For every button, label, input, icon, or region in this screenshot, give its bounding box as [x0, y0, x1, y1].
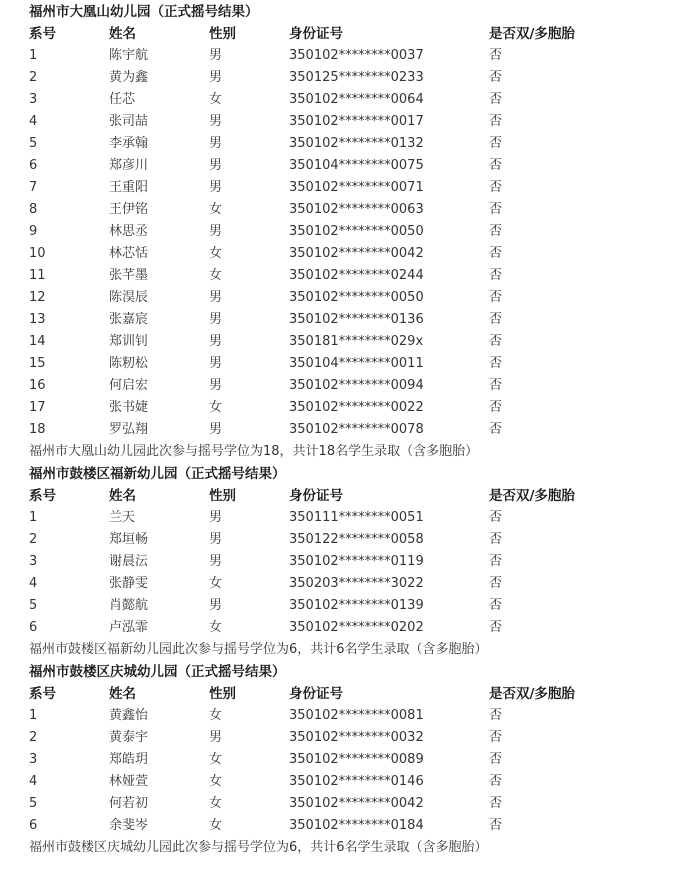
- cell-name: 任芯: [109, 92, 136, 107]
- cell-number: 3: [29, 92, 38, 107]
- cell-gender: 男: [209, 422, 223, 437]
- kindergarten-section: [0, 1, 691, 463]
- cell-twins: 否: [489, 598, 503, 613]
- cell-gender: 男: [209, 312, 223, 327]
- cell-number: 16: [29, 378, 46, 393]
- cell-gender: 女: [209, 92, 223, 107]
- cell-twins: 否: [489, 246, 503, 261]
- cell-name: 何启宏: [109, 378, 149, 393]
- cell-name: 黄泰宇: [109, 730, 149, 745]
- cell-name: 黄鑫怡: [109, 708, 149, 723]
- table-row: [29, 221, 689, 243]
- cell-twins: 否: [489, 796, 503, 811]
- table-row: [29, 309, 689, 331]
- cell-gender: 男: [209, 290, 223, 305]
- cell-number: 9: [29, 224, 38, 239]
- cell-name: 郑皓玥: [109, 752, 149, 767]
- cell-name: 何若初: [109, 796, 149, 811]
- table-row: [29, 815, 689, 837]
- cell-id-number: 350102********0042: [289, 246, 424, 261]
- cell-twins: 否: [489, 730, 503, 745]
- cell-gender: 男: [209, 356, 223, 371]
- column-header-gender: 性别: [209, 686, 236, 702]
- table-header-row: [29, 23, 689, 45]
- cell-gender: 男: [209, 158, 223, 173]
- column-header-id-number: 身份证号: [289, 488, 343, 504]
- results-table: [29, 683, 689, 837]
- cell-name: 陈籾松: [109, 356, 149, 371]
- cell-number: 4: [29, 576, 38, 591]
- table-row: [29, 529, 689, 551]
- kindergarten-section: [0, 661, 691, 859]
- cell-id-number: 350102********0022: [289, 400, 424, 415]
- cell-twins: 否: [489, 422, 503, 437]
- cell-twins: 否: [489, 290, 503, 305]
- cell-gender: 男: [209, 136, 223, 151]
- table-row: [29, 771, 689, 793]
- cell-twins: 否: [489, 708, 503, 723]
- table-row: [29, 177, 689, 199]
- table-row: [29, 111, 689, 133]
- results-table: [29, 485, 689, 639]
- table-row: [29, 507, 689, 529]
- cell-gender: 女: [209, 818, 223, 833]
- cell-number: 10: [29, 246, 46, 261]
- cell-name: 罗弘翔: [109, 422, 149, 437]
- cell-name: 张芊墨: [109, 268, 149, 283]
- cell-twins: 否: [489, 356, 503, 371]
- cell-id-number: 350102********0017: [289, 114, 424, 129]
- cell-name: 陈宇航: [109, 48, 149, 63]
- table-row: [29, 287, 689, 309]
- cell-number: 3: [29, 752, 38, 767]
- cell-name: 郑训钊: [109, 334, 149, 349]
- cell-twins: 否: [489, 92, 503, 107]
- cell-name: 肖懿航: [109, 598, 149, 613]
- cell-name: 郑彦川: [109, 158, 149, 173]
- cell-name: 王伊铭: [109, 202, 149, 217]
- table-row: [29, 67, 689, 89]
- table-row: [29, 375, 689, 397]
- cell-name: 卢泓霏: [109, 620, 149, 635]
- cell-twins: 否: [489, 48, 503, 63]
- cell-gender: 男: [209, 510, 223, 525]
- section-summary: 福州市鼓楼区福新幼儿园此次参与摇号学位为6，共计6名学生录取（含多胞胎）: [29, 642, 488, 657]
- table-row: [29, 793, 689, 815]
- cell-number: 4: [29, 774, 38, 789]
- cell-gender: 男: [209, 554, 223, 569]
- table-row: [29, 265, 689, 287]
- cell-twins: 否: [489, 312, 503, 327]
- cell-number: 5: [29, 796, 38, 811]
- cell-twins: 否: [489, 180, 503, 195]
- section-summary: 福州市鼓楼区庆城幼儿园此次参与摇号学位为6，共计6名学生录取（含多胞胎）: [29, 840, 488, 855]
- cell-number: 3: [29, 554, 38, 569]
- cell-twins: 否: [489, 136, 503, 151]
- table-row: [29, 551, 689, 573]
- column-header-twins: 是否双/多胞胎: [489, 26, 575, 42]
- cell-twins: 否: [489, 532, 503, 547]
- table-row: [29, 573, 689, 595]
- cell-twins: 否: [489, 554, 503, 569]
- cell-twins: 否: [489, 818, 503, 833]
- cell-gender: 女: [209, 708, 223, 723]
- cell-number: 17: [29, 400, 46, 415]
- cell-gender: 男: [209, 532, 223, 547]
- cell-number: 8: [29, 202, 38, 217]
- cell-twins: 否: [489, 202, 503, 217]
- cell-name: 郑垣畅: [109, 532, 149, 547]
- cell-gender: 男: [209, 114, 223, 129]
- cell-gender: 男: [209, 70, 223, 85]
- table-row: [29, 155, 689, 177]
- cell-id-number: 350102********0119: [289, 554, 424, 569]
- cell-id-number: 350102********0244: [289, 268, 424, 283]
- cell-gender: 女: [209, 576, 223, 591]
- section-summary: 福州市大凰山幼儿园此次参与摇号学位为18，共计18名学生录取（含多胞胎）: [29, 444, 479, 459]
- cell-gender: 女: [209, 246, 223, 261]
- cell-number: 1: [29, 708, 38, 723]
- table-row: [29, 331, 689, 353]
- cell-twins: 否: [489, 224, 503, 239]
- cell-name: 张静雯: [109, 576, 149, 591]
- column-header-id-number: 身份证号: [289, 686, 343, 702]
- cell-number: 2: [29, 532, 38, 547]
- column-header-twins: 是否双/多胞胎: [489, 488, 575, 504]
- cell-name: 兰天: [109, 510, 136, 525]
- cell-gender: 女: [209, 796, 223, 811]
- cell-id-number: 350102********0094: [289, 378, 424, 393]
- cell-gender: 女: [209, 202, 223, 217]
- cell-number: 18: [29, 422, 46, 437]
- column-header-name: 姓名: [109, 488, 136, 504]
- cell-id-number: 350102********0139: [289, 598, 424, 613]
- cell-id-number: 350102********0146: [289, 774, 424, 789]
- cell-id-number: 350102********0063: [289, 202, 424, 217]
- cell-id-number: 350111********0051: [289, 510, 424, 525]
- kindergarten-title: 福州市鼓楼区庆城幼儿园（正式摇号结果）: [29, 664, 286, 680]
- cell-gender: 男: [209, 180, 223, 195]
- table-row: [29, 397, 689, 419]
- table-row: [29, 89, 689, 111]
- column-header-twins: 是否双/多胞胎: [489, 686, 575, 702]
- cell-twins: 否: [489, 774, 503, 789]
- cell-name: 谢晨沄: [109, 554, 149, 569]
- cell-twins: 否: [489, 620, 503, 635]
- cell-number: 6: [29, 620, 38, 635]
- kindergarten-section: [0, 463, 691, 661]
- cell-twins: 否: [489, 378, 503, 393]
- cell-id-number: 350104********0011: [289, 356, 424, 371]
- column-header-id-number: 身份证号: [289, 26, 343, 42]
- results-table: [29, 23, 689, 441]
- cell-gender: 女: [209, 620, 223, 635]
- cell-number: 6: [29, 818, 38, 833]
- column-header-number: 系号: [29, 488, 56, 504]
- cell-twins: 否: [489, 576, 503, 591]
- cell-name: 张嘉宸: [109, 312, 149, 327]
- cell-name: 王重阳: [109, 180, 149, 195]
- cell-id-number: 350181********029x: [289, 334, 424, 349]
- table-row: [29, 199, 689, 221]
- cell-gender: 女: [209, 774, 223, 789]
- table-row: [29, 45, 689, 67]
- cell-twins: 否: [489, 510, 503, 525]
- cell-id-number: 350102********0081: [289, 708, 424, 723]
- table-row: [29, 705, 689, 727]
- kindergarten-title: 福州市大凰山幼儿园（正式摇号结果）: [29, 4, 259, 20]
- cell-id-number: 350102********0078: [289, 422, 424, 437]
- cell-twins: 否: [489, 268, 503, 283]
- column-header-number: 系号: [29, 26, 56, 42]
- cell-gender: 女: [209, 268, 223, 283]
- cell-id-number: 350125********0233: [289, 70, 424, 85]
- cell-name: 张书婕: [109, 400, 149, 415]
- cell-id-number: 350104********0075: [289, 158, 424, 173]
- cell-gender: 男: [209, 224, 223, 239]
- cell-id-number: 350102********0050: [289, 224, 424, 239]
- cell-number: 2: [29, 70, 38, 85]
- cell-name: 林思丞: [109, 224, 149, 239]
- cell-id-number: 350102********0071: [289, 180, 424, 195]
- cell-twins: 否: [489, 334, 503, 349]
- column-header-name: 姓名: [109, 26, 136, 42]
- cell-number: 7: [29, 180, 38, 195]
- cell-gender: 女: [209, 400, 223, 415]
- cell-twins: 否: [489, 114, 503, 129]
- cell-number: 12: [29, 290, 46, 305]
- table-header-row: [29, 485, 689, 507]
- cell-id-number: 350102********0037: [289, 48, 424, 63]
- table-row: [29, 243, 689, 265]
- cell-gender: 男: [209, 598, 223, 613]
- table-row: [29, 727, 689, 749]
- table-row: [29, 617, 689, 639]
- cell-gender: 男: [209, 730, 223, 745]
- cell-name: 张司喆: [109, 114, 149, 129]
- table-row: [29, 133, 689, 155]
- cell-gender: 男: [209, 334, 223, 349]
- column-header-number: 系号: [29, 686, 56, 702]
- table-row: [29, 595, 689, 617]
- cell-gender: 男: [209, 48, 223, 63]
- cell-number: 2: [29, 730, 38, 745]
- cell-id-number: 350102********0032: [289, 730, 424, 745]
- cell-number: 5: [29, 136, 38, 151]
- cell-id-number: 350203********3022: [289, 576, 424, 591]
- cell-number: 13: [29, 312, 46, 327]
- cell-id-number: 350102********0132: [289, 136, 424, 151]
- cell-number: 11: [29, 268, 46, 283]
- cell-twins: 否: [489, 70, 503, 85]
- table-row: [29, 419, 689, 441]
- cell-twins: 否: [489, 752, 503, 767]
- table-header-row: [29, 683, 689, 705]
- cell-id-number: 350122********0058: [289, 532, 424, 547]
- cell-name: 李承翰: [109, 136, 149, 151]
- cell-id-number: 350102********0089: [289, 752, 424, 767]
- cell-id-number: 350102********0184: [289, 818, 424, 833]
- results-container: [0, 1, 691, 859]
- cell-twins: 否: [489, 400, 503, 415]
- table-row: [29, 749, 689, 771]
- cell-name: 黄为鑫: [109, 70, 149, 85]
- cell-number: 14: [29, 334, 46, 349]
- column-header-gender: 性别: [209, 488, 236, 504]
- cell-twins: 否: [489, 158, 503, 173]
- cell-number: 15: [29, 356, 46, 371]
- cell-number: 5: [29, 598, 38, 613]
- cell-name: 林娅萱: [109, 774, 149, 789]
- cell-number: 1: [29, 48, 38, 63]
- cell-name: 余斐岑: [109, 818, 149, 833]
- table-row: [29, 353, 689, 375]
- cell-gender: 女: [209, 752, 223, 767]
- cell-id-number: 350102********0136: [289, 312, 424, 327]
- cell-id-number: 350102********0050: [289, 290, 424, 305]
- cell-gender: 男: [209, 378, 223, 393]
- cell-number: 4: [29, 114, 38, 129]
- column-header-name: 姓名: [109, 686, 136, 702]
- cell-name: 陈淏辰: [109, 290, 149, 305]
- cell-id-number: 350102********0042: [289, 796, 424, 811]
- column-header-gender: 性别: [209, 26, 236, 42]
- cell-id-number: 350102********0202: [289, 620, 424, 635]
- kindergarten-title: 福州市鼓楼区福新幼儿园（正式摇号结果）: [29, 466, 286, 482]
- cell-number: 1: [29, 510, 38, 525]
- cell-name: 林芯恬: [109, 246, 149, 261]
- cell-id-number: 350102********0064: [289, 92, 424, 107]
- cell-number: 6: [29, 158, 38, 173]
